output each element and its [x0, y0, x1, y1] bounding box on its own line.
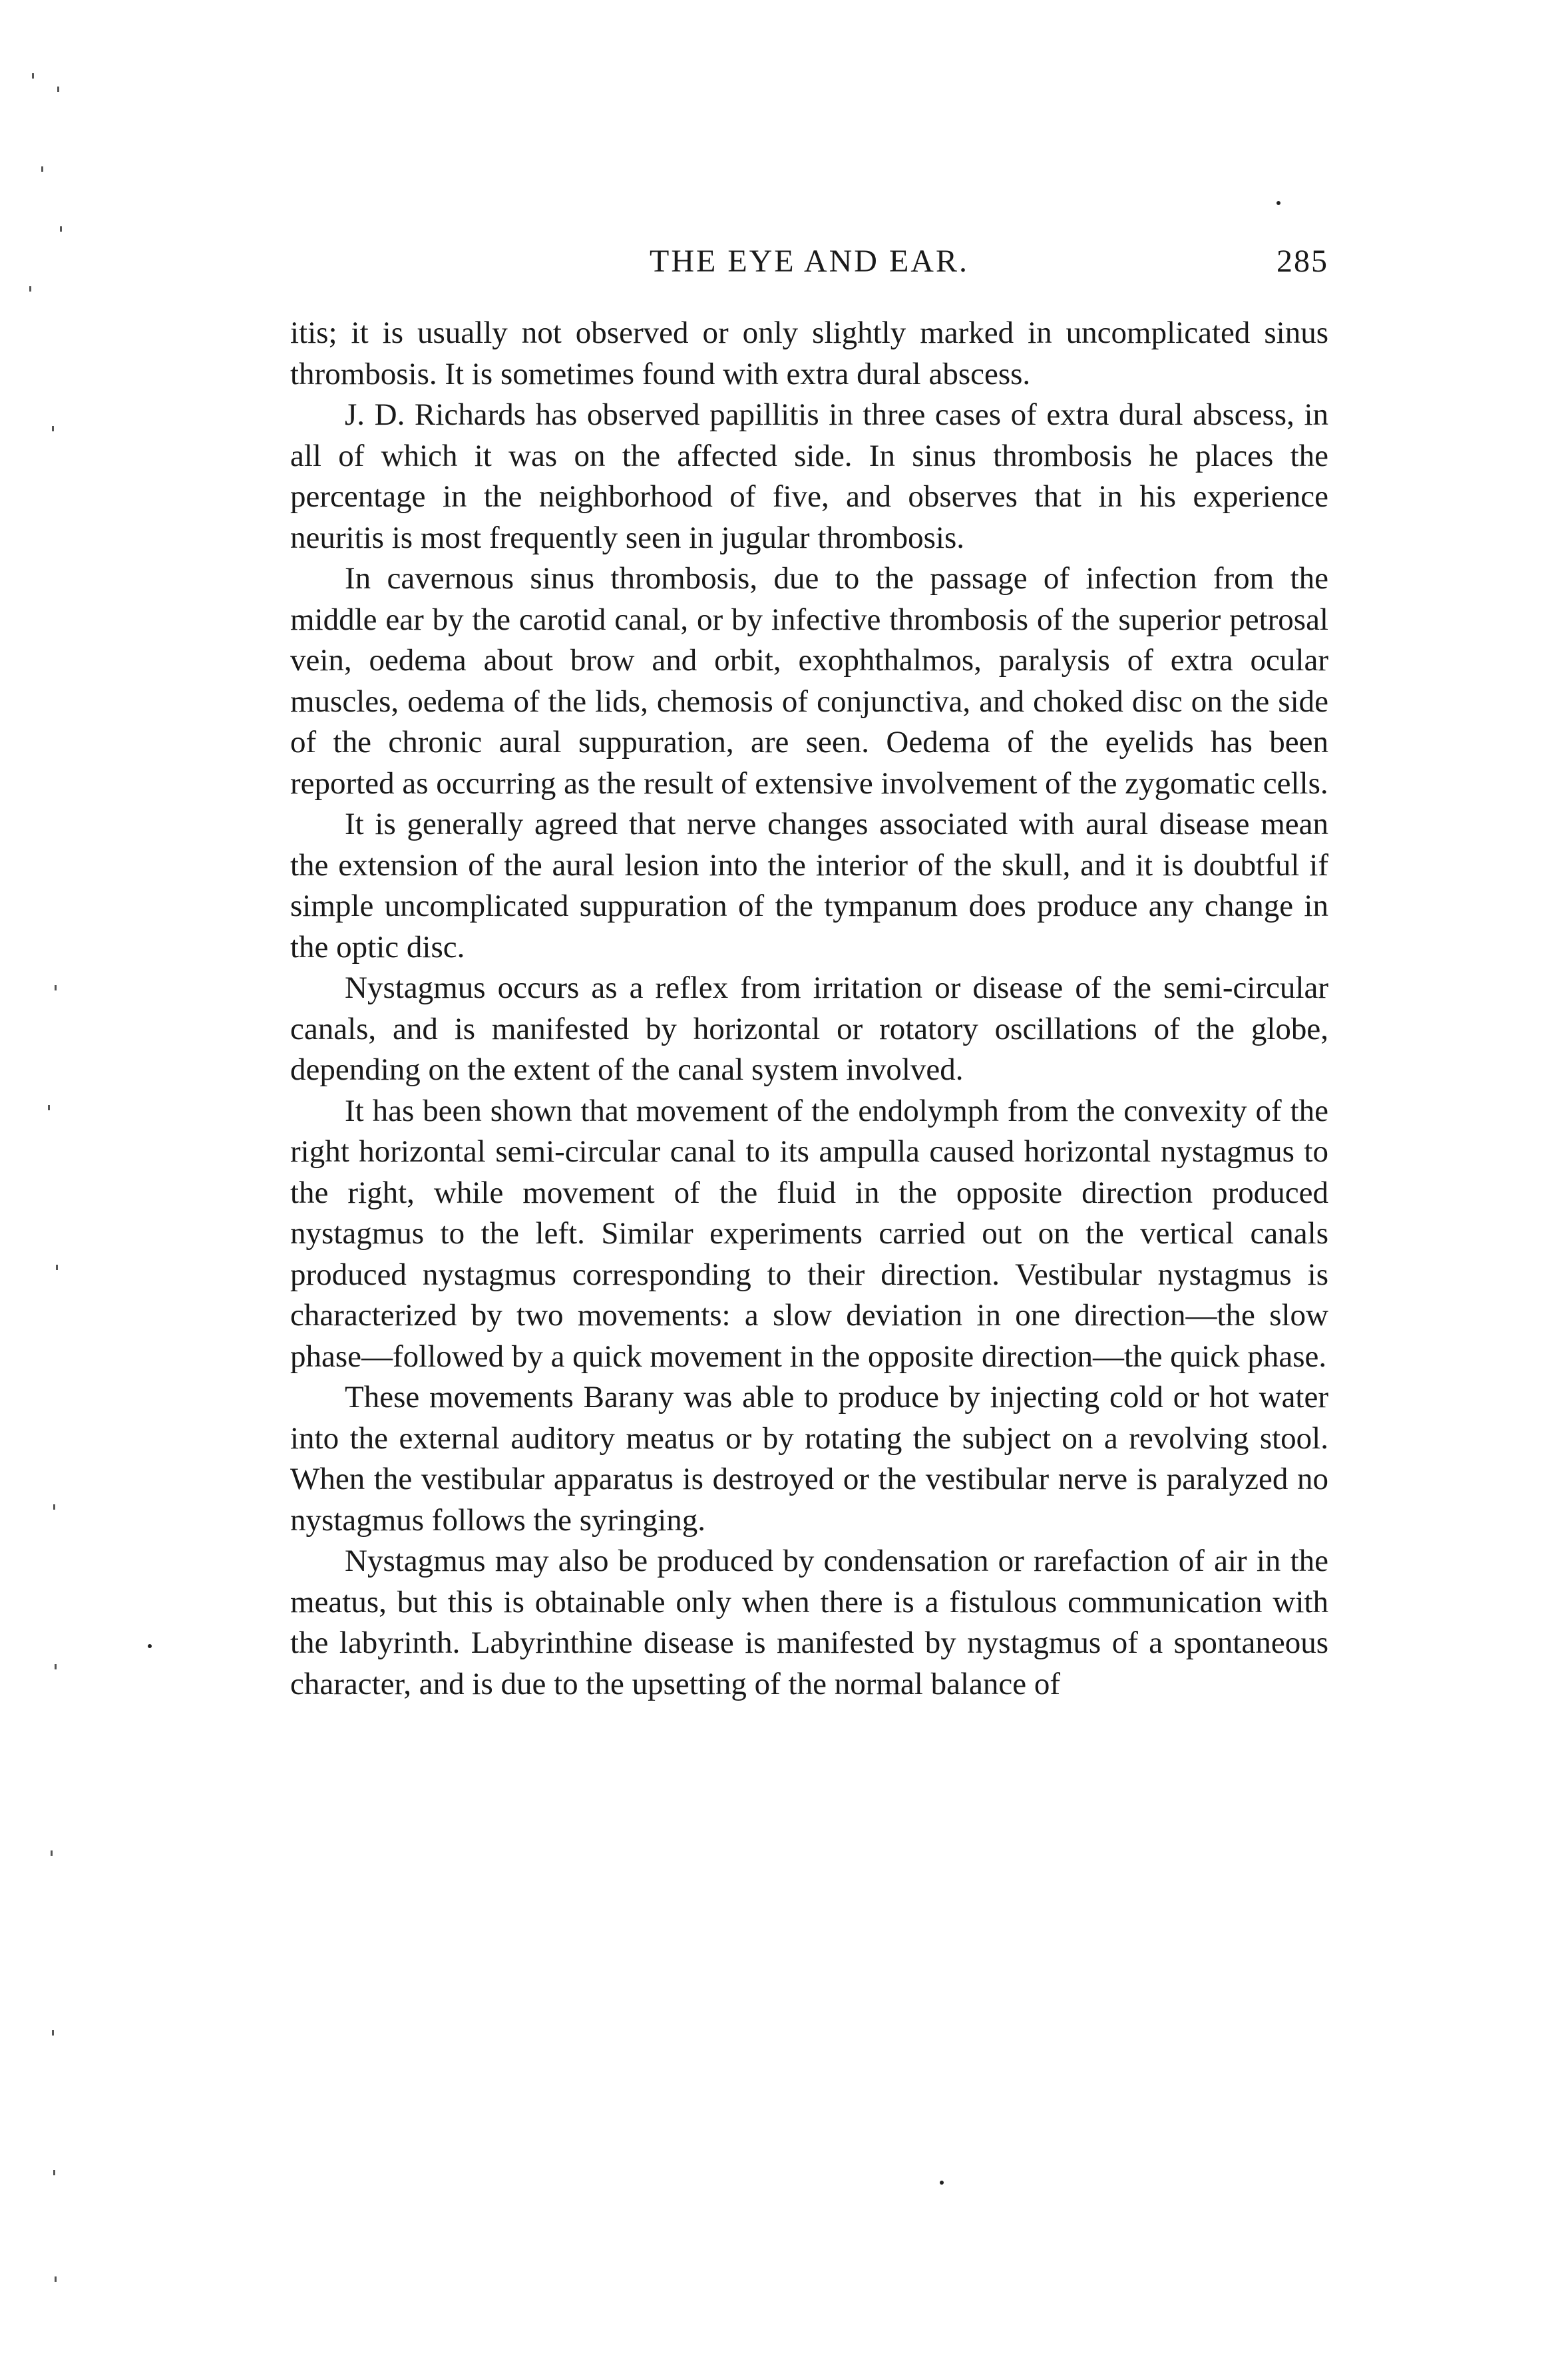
- scan-dot: [148, 1644, 152, 1648]
- paragraph: It has been shown that movement of the endolymph from the convexity of the right horizontal semi-circular canal to its ampulla caused horizontal nystagmus to the right, while movement of the fluid in the opposite direction produced nystagmus to the left. Similar experiments carried out on the vertical canals produced nystagmus corresponding to their direction. Vestibular nystagmus is characterized by two movements: a slow deviation in one direction—the slow phase—followed by a quick movement in the opposite direction—the quick phase.: [290, 1093, 1328, 1374]
- paragraph: In cavernous sinus thrombosis, due to the passage of infection from the middle ear by the carotid canal, or by infective thrombosis of the superior petrosal vein, oedema about brow and orbit, exophthalmos, paralysis of extra ocular muscles, oedema of the lids, chemosis of conjunctiva, and choked disc on the side of the chronic aural suppuration, are seen. Oedema of the eyelids has been reported as occurring as the result of extensive involvement of the zygomatic cells.: [290, 561, 1328, 801]
- body-text: [290, 313, 1328, 1705]
- paragraph: These movements Barany was able to produce by injecting cold or hot water into the external auditory meatus or by rotating the subject on a revolving stool. When the vestibular apparatus is destroyed or the vestibular nerve is paralyzed no nystagmus follows the syringing.: [290, 1380, 1328, 1538]
- paragraph: It is generally agreed that nerve changes associated with aural disease mean the extension of the aural lesion into the interior of the skull, and it is doubtful if simple uncomplicated suppuration of the tympanum does produce any change in the optic disc.: [290, 807, 1328, 965]
- scan-dot: [1276, 201, 1280, 205]
- page-header: [290, 236, 1328, 296]
- gutter-scan-marks: [0, 0, 133, 2367]
- paragraph: itis; it is usually not observed or only slightly marked in uncomplicated sinus thrombosis. It is sometimes found with extra dural abscess.: [290, 316, 1328, 391]
- paragraph: Nystagmus occurs as a reflex from irritation or disease of the semi-circular canals, and is manifested by horizontal or rotatory oscillations of the globe, depending on the extent of the canal system involved.: [290, 970, 1328, 1087]
- page-number: 285: [1276, 244, 1328, 279]
- paragraph: Nystagmus may also be produced by condensation or rarefaction of air in the meatus, but this is obtainable only when there is a fistulous communication with the labyrinth. Labyrinthine disease is manifested by nystagmus of a spontaneous character, and is due to the upsetting of the normal balance of: [290, 1544, 1328, 1701]
- scan-dot: [940, 2181, 944, 2185]
- running-title: THE EYE AND EAR.: [650, 244, 969, 279]
- paragraph: J. D. Richards has observed papillitis in three cases of extra dural abscess, in all of which it was on the affected side. In sinus thrombosis he places the percentage in the neighborhood of five, and observes that in his experience neuritis is most frequently seen in jugular thrombosis.: [290, 397, 1328, 555]
